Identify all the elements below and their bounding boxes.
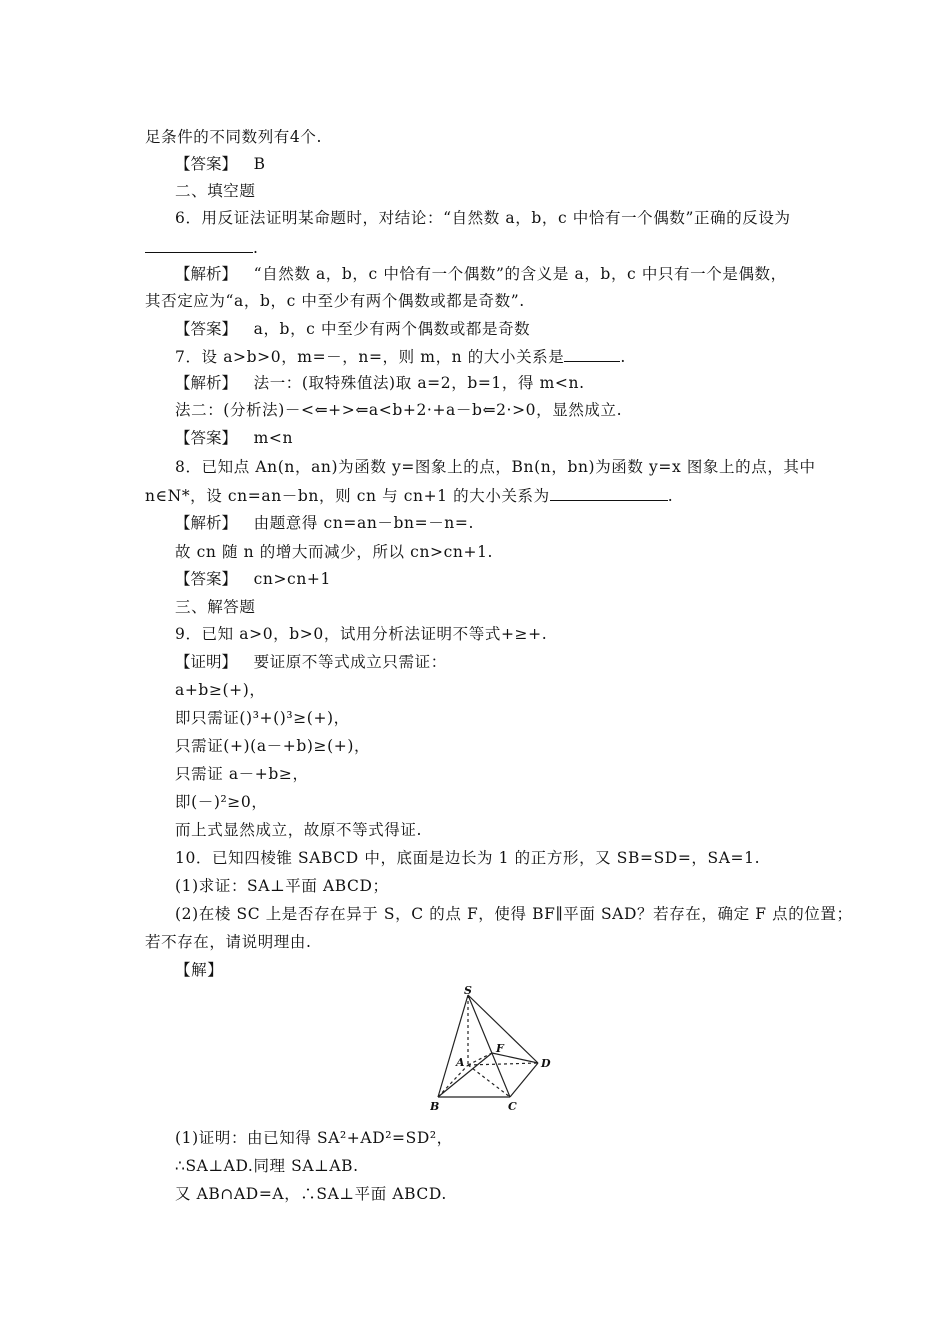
answer-tag: 【答案】 bbox=[175, 155, 238, 173]
answer-blank[interactable] bbox=[564, 345, 620, 362]
answer-line bbox=[175, 153, 835, 175]
proof-line: 即只需证()³+()³≥(+)， bbox=[175, 709, 350, 727]
text-line: 足条件的不同数列有4个. bbox=[145, 128, 322, 146]
punct: . bbox=[620, 348, 626, 366]
solution-line bbox=[175, 372, 835, 394]
solution-text: 由题意得 cn=an－bn=－n=. bbox=[253, 514, 475, 532]
section-heading: 三、解答题 bbox=[175, 598, 256, 616]
question-text: 7．设 a>b>0，m=－，n=，则 m，n 的大小关系是 bbox=[175, 348, 565, 366]
edge-BF bbox=[438, 1053, 492, 1097]
edge-CD bbox=[510, 1063, 538, 1097]
edge-SB bbox=[438, 995, 468, 1097]
answer-line bbox=[175, 427, 835, 449]
question-9: 9．已知 a>0，b>0，试用分析法证明不等式+≥+. bbox=[175, 625, 548, 643]
proof-line: (1)证明：由已知得 SA²+AD²=SD²， bbox=[175, 1129, 453, 1147]
solution-text: 法一：(取特殊值法)取 a=2，b=1，得 m<n. bbox=[253, 374, 585, 392]
solution-line bbox=[175, 512, 835, 534]
answer-blank[interactable] bbox=[145, 236, 253, 253]
question-6: 6．用反证法证明某命题时，对结论：“自然数 a，b，c 中恰有一个偶数”正确的反设为 bbox=[175, 209, 791, 227]
question-10: 10．已知四棱锥 SABCD 中，底面是边长为 1 的正方形，又 SB=SD=，SA=1. bbox=[175, 849, 761, 867]
question-10-part1: (1)求证：SA⊥平面 ABCD； bbox=[175, 877, 389, 895]
label-A: A bbox=[456, 1056, 465, 1069]
answer-blank[interactable] bbox=[550, 484, 668, 501]
solution-tag: 【解】 bbox=[175, 961, 224, 979]
answer-value: m<n bbox=[253, 429, 294, 447]
section-heading: 二、填空题 bbox=[175, 182, 256, 200]
question-10-part2: (2)在棱 SC 上是否存在异于 S，C 的点 F，使得 BF∥平面 SAD？若存在，确定 F 点的位置； bbox=[175, 905, 853, 923]
punct: . bbox=[253, 239, 259, 257]
solution-line: 故 cn 随 n 的增大而减少，所以 cn>cn+1. bbox=[175, 543, 494, 561]
label-B: B bbox=[430, 1100, 440, 1113]
proof-line: ∴SA⊥AD.同理 SA⊥AB. bbox=[175, 1157, 359, 1175]
solution-text: “自然数 a，b，c 中恰有一个偶数”的含义是 a，b，c 中只有一个是偶数， bbox=[253, 265, 787, 283]
proof-line bbox=[175, 651, 835, 673]
label-C: C bbox=[508, 1100, 517, 1113]
question-6-blank-line bbox=[145, 236, 805, 259]
answer-tag: 【答案】 bbox=[175, 320, 238, 338]
proof-line: 只需证(+)(a－+b)≥(+)， bbox=[175, 737, 371, 755]
proof-line: a+b≥(+)， bbox=[175, 681, 266, 699]
solution-line: 法二：(分析法)－<⇐+>⇐a<b+2·+a－b⇐2·>0，显然成立. bbox=[175, 401, 623, 419]
proof-line: 即(－)²≥0， bbox=[175, 793, 268, 811]
answer-value: B bbox=[253, 155, 266, 173]
solution-tag: 【解析】 bbox=[175, 265, 238, 283]
label-D: D bbox=[541, 1057, 551, 1070]
answer-value: a，b，c 中至少有两个偶数或都是奇数 bbox=[253, 320, 531, 338]
answer-line bbox=[175, 568, 835, 590]
proof-line: 又 AB∩AD=A，∴SA⊥平面 ABCD. bbox=[175, 1185, 447, 1203]
answer-tag: 【答案】 bbox=[175, 570, 238, 588]
proof-tag: 【证明】 bbox=[175, 653, 238, 671]
question-10-part2-cont: 若不存在，请说明理由. bbox=[145, 933, 312, 951]
label-F: F bbox=[496, 1042, 504, 1055]
solution-line bbox=[175, 263, 835, 285]
answer-tag: 【答案】 bbox=[175, 429, 238, 447]
solution-tag: 【解析】 bbox=[175, 374, 238, 392]
label-S: S bbox=[464, 985, 472, 997]
proof-line: 而上式显然成立，故原不等式得证. bbox=[175, 821, 423, 839]
question-8: 8．已知点 An(n，an)为函数 y=图象上的点，Bn(n，bn)为函数 y=x 图象上的点，其中 bbox=[175, 458, 816, 476]
answer-line bbox=[175, 318, 835, 340]
punct: . bbox=[667, 487, 674, 505]
solution-line: 其否定应为“a，b，c 中至少有两个偶数或都是奇数”. bbox=[145, 292, 525, 310]
question-8-cont bbox=[145, 484, 805, 507]
question-text: n∈N*，设 cn=an－bn，则 cn 与 cn+1 的大小关系为 bbox=[145, 487, 550, 505]
answer-value: cn>cn+1 bbox=[253, 570, 331, 588]
pyramid-figure bbox=[430, 985, 560, 1113]
proof-line: 只需证 a－+b≥， bbox=[175, 765, 309, 783]
question-7 bbox=[175, 345, 835, 368]
solution-tag: 【解析】 bbox=[175, 514, 238, 532]
proof-text: 要证原不等式成立只需证： bbox=[253, 653, 447, 671]
